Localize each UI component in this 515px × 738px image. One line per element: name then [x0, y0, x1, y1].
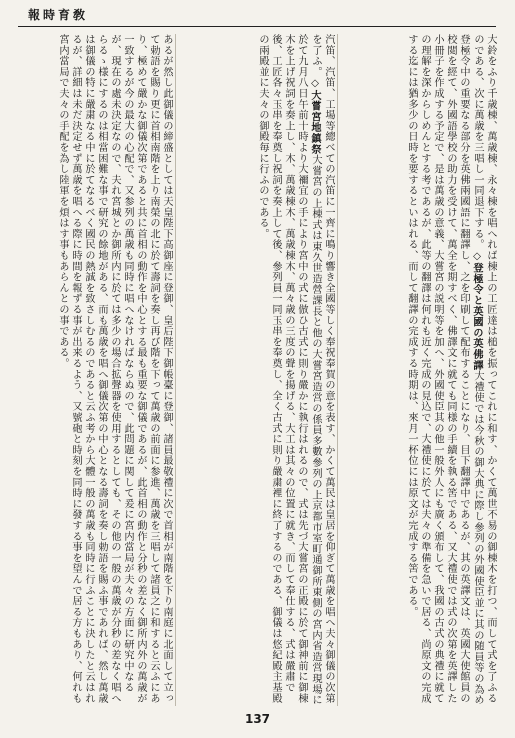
column-2-text	[256, 34, 335, 706]
page-number: 137	[244, 712, 271, 726]
paragraph-text: 大禮使では今秋の御大典に際し參列の外國使臣並に其の随員等の為め登極令中の重要なる部分を英佛兩國語に翻譯し、之を印刷して配布することになり、目下翻譯中であるが、其の英譯文は、英國大使館員の校閲を經て、外國語學校の助力を受けて、萬全を期すべく、佛譯文に就ても同様の手續を執る筈である、又大禮使では式の次第を英譯した小冊子を作成する予定で、是は萬歳の意義、大嘗宮の説明等を加へ、外國使臣其の他一般外人にも廣く頒布して、我國の古式の典禮に就ての理解を深からしめんとする考であるが、此等の翻譯は何れも近く完成の見込で、大禮使に於ては夫々の準備を急いで居る、尚原文の完成する迄には猶多少の日時を要するといはれる、而して翻譯の完成する時期は、來月一杯位には原文が完成する筈である。	[406, 34, 483, 706]
column-divider	[337, 34, 338, 706]
masthead-title: 報時育敎	[28, 8, 89, 22]
paragraph-text: 大鈴をふり千歳棟、萬歳棟、永々棟を唱へれば棟上の工匠達は槌を振ってこれに和す、かくて萬世不易の御棟木を打つ、而して式を了ふるのである、次に萬歳を三唱し一同退下する。	[472, 34, 496, 704]
header-rule	[18, 26, 496, 27]
column-divider	[175, 34, 176, 706]
column-1-text	[56, 34, 173, 706]
text-column-1	[18, 34, 173, 706]
section-heading: ◇登極令と英國の英佛譯	[471, 250, 483, 371]
section-heading: ◇大嘗宮地鎮祭	[309, 77, 321, 155]
paragraph-text: 汽笛、汽笛、工場等總べての汽笛に一齊に鳴り響き全國等しく奉祝奉賀の意を表す、かくて萬民は皇居を仰ぎて萬歳を唱へ夫々御儀の次第を了ふ。	[310, 34, 334, 704]
text-column-2	[180, 34, 335, 706]
paragraph-text: 大嘗宮の上棟式は東久世造營課長と他の大嘗宮造営の係員多數參列の上京都市室町通御所東側の宮内省造営現場に於て九月八日午前十時より大禰宜の手により宮中の式に倣ひ古式に則り嚴かに執行はれるので、式は先づ大嘗宮の正殿に於て御神前に御棟木を上げ祝詞を奏上し、木、萬歳棟木、萬歳棟木、萬々歳の三度の聲を揚げる、大工は其々の位置に就き、而して奉仕する、式は嚴肅で後、工匠各々玉串を奉奠し祝詞を奏上して後、參列員一同玉串を奉奠し、全く古式に則り嚴粛裡に終了するのである、御儀は悠紀殿主基殿の兩殿並に夫々の御殿毎に行ふのである。	[257, 34, 321, 706]
text-column-3	[342, 34, 497, 706]
column-3-text	[405, 34, 497, 706]
paragraph-text: あるが然し此御儀の締盛としては天皇陛下高御座に登御、皇后陛下御帳臺に登御、諸員最敬禮に次で首相が南階を下り南庭に北面して立って勅語を賜り更に首相南階を上り南榮の北に於て壽詞を奏し再び階を下って萬歳の前面に参進、萬歳を三唱して諸員之に和すると云ふにあり、極めて嚴かな御儀次第であると共に首相の動作を中心とする最も重要な御儀であるが、此首相の動作と分秒の差なく御所内外の萬歳が一致するが今の最大の心配で、又参列の萬歳も同時に唱へなければならぬので、此問題に関して爰に宮内當局が夫々の方面に研究中なるが、現在の處未決定なので、夫れ宮城とか御所内に於ては多少の場合拡聲器を使用するとしても、その他の一般の萬歳が分秒の差なく唱へらるゝ様にするのは相當困難な事で研究の餘地がある、而も萬歳を唱へ御儀次第の中心となる壽詞を奏し勅語を賜ふ事であれば、然し萬歳は御儀の特に嚴粛なる中に於てなるべく國民の熱誠を致さしむるのであると云ふ考から大體一般の萬歳も同時に行ふことに決したと云はれるが、詳細は未だ決定せず萬歳を唱へる際に時間を報ずる事が出来るよう、又號砲と時刻を同時に發する事を望んで居る方もあり、何れも宮内當局で夫々の手配を為し陸軍を煩はす事もあらんとの事である。	[57, 34, 172, 704]
